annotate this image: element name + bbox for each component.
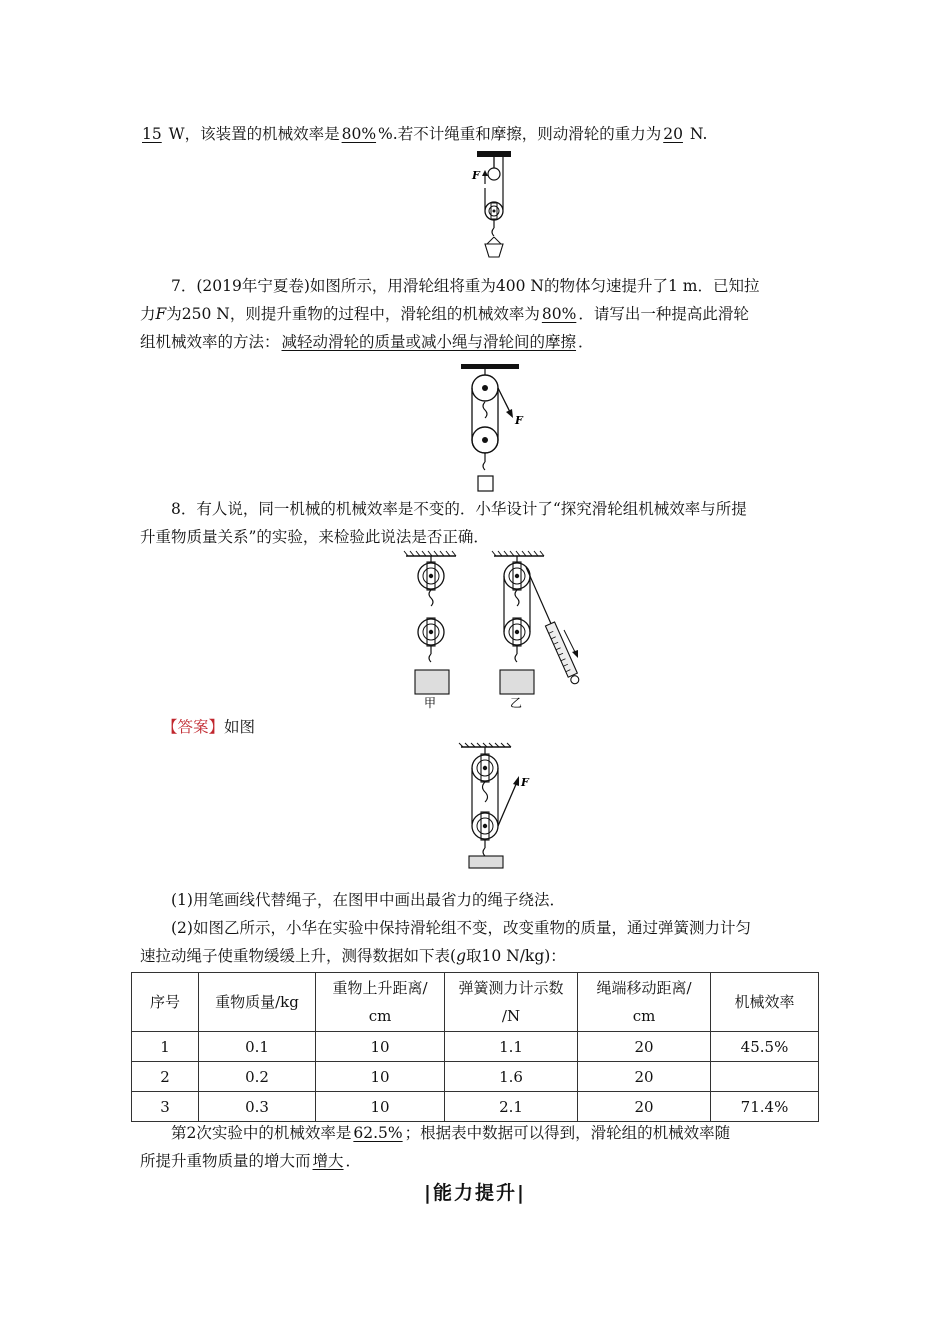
table-cell: 10 xyxy=(316,1062,445,1092)
header-rope-distance: 绳端移动距离/ cm xyxy=(578,973,711,1032)
q7-line2c: ．请写出一种提高此滑轮 xyxy=(578,305,749,323)
header-efficiency: 机械效率 xyxy=(711,973,819,1032)
table-cell: 1.1 xyxy=(445,1032,578,1062)
answer-force-label: F xyxy=(521,776,529,789)
q7-line3a: 组机械效率的方法： xyxy=(140,333,280,351)
table-cell: 1.6 xyxy=(445,1062,578,1092)
table-cell: 20 xyxy=(578,1062,711,1092)
table-cell xyxy=(711,1062,819,1092)
table-row xyxy=(132,1032,819,1062)
q7-line1: 7．(2019年宁夏卷)如图所示，用滑轮组将重为400 N的物体匀速提升了1 m．已知拉 xyxy=(171,277,760,295)
table-cell: 0.3 xyxy=(199,1092,316,1122)
q8-conclusion-line2 xyxy=(140,1150,361,1172)
q8-label-yi: 乙 xyxy=(510,696,523,710)
table-row xyxy=(132,1062,819,1092)
q7-line3b: ． xyxy=(578,333,594,351)
q8-sub2-line2 xyxy=(140,945,566,967)
header-index: 序号 xyxy=(132,973,199,1032)
q7-force-label: F xyxy=(515,414,523,427)
q8-conclusion-line1 xyxy=(171,1122,730,1144)
q8-sub2-line2a: 速拉动绳子使重物缓缓上升，测得数据如下表( xyxy=(140,947,457,965)
q7-line2b: 为250 N，则提升重物的过程中，滑轮组的机械效率为 xyxy=(166,305,540,323)
q7-line2a: 力 xyxy=(140,305,156,323)
table-cell: 0.2 xyxy=(199,1062,316,1092)
q6-power-blank: 15 xyxy=(142,125,162,143)
q6-pulley-figure xyxy=(465,148,525,263)
answer-tag: 【答案】 xyxy=(162,718,225,736)
answer-text: 如图 xyxy=(224,718,256,736)
table-cell: 71.4% xyxy=(711,1092,819,1122)
q8-sub2-line1: (2)如图乙所示，小华在实验中保持滑轮组不变，改变重物的质量，通过弹簧测力计匀 xyxy=(171,919,751,937)
trend-blank: 增大 xyxy=(312,1152,344,1170)
q8-sub2-line2b: 取10 N/kg)： xyxy=(466,947,566,965)
q6-efficiency-blank: 80% xyxy=(341,125,377,143)
efficiency2-blank: 62.5% xyxy=(353,1124,403,1142)
header-rise-distance: 重物上升距离/ cm xyxy=(316,973,445,1032)
q7-force-var: F xyxy=(155,305,167,323)
conclusion-text1: 第2次实验中的机械效率是 xyxy=(171,1124,352,1142)
q7-line2 xyxy=(140,303,749,325)
section-title: |能力提升| xyxy=(424,1182,526,1204)
q8-answer-figure xyxy=(455,742,535,870)
conclusion-text2: ；根据表中数据可以得到，滑轮组的机械效率随 xyxy=(404,1124,731,1142)
q8-g-var: g xyxy=(456,947,466,965)
table-cell: 10 xyxy=(316,1032,445,1062)
q8-line1: 8．有人说，同一机械的机械效率是不变的．小华设计了“探究滑轮组机械效率与所提 xyxy=(171,500,747,518)
table-cell: 0.1 xyxy=(199,1032,316,1062)
table-cell: 20 xyxy=(578,1032,711,1062)
table-header-row xyxy=(132,973,819,1032)
experiment-table xyxy=(131,972,819,1122)
q8-answer-line xyxy=(162,716,255,738)
q8-sub1: (1)用笔画线代替绳子，在图甲中画出最省力的绳子绕法． xyxy=(171,891,565,909)
table-cell: 2 xyxy=(132,1062,199,1092)
table-cell: 10 xyxy=(316,1092,445,1122)
q6-pulley-weight-blank: 20 xyxy=(663,125,683,143)
q8-jia-yi-figure xyxy=(400,550,590,710)
q7-efficiency-blank: 80% xyxy=(541,305,577,323)
q7-method-blank: 减轻动滑轮的质量或减小绳与滑轮间的摩擦 xyxy=(281,333,577,351)
conclusion-text3: 所提升重物质量的增大而 xyxy=(140,1152,311,1170)
table-cell: 45.5% xyxy=(711,1032,819,1062)
q7-pulley-figure xyxy=(455,362,535,496)
q6-text1: W，该装置的机械效率是 xyxy=(163,125,340,143)
header-mass: 重物质量/kg xyxy=(199,973,316,1032)
header-scale-reading: 弹簧测力计示数 /N xyxy=(445,973,578,1032)
q8-line2: 升重物质量关系”的实验，来检验此说法是否正确． xyxy=(140,528,489,546)
table-cell: 20 xyxy=(578,1092,711,1122)
table-cell: 1 xyxy=(132,1032,199,1062)
q8-label-jia: 甲 xyxy=(424,696,437,710)
q6-text3: N. xyxy=(684,125,708,143)
conclusion-text4: ． xyxy=(345,1152,362,1170)
table-cell: 2.1 xyxy=(445,1092,578,1122)
table-cell: 3 xyxy=(132,1092,199,1122)
q6-force-label: F xyxy=(472,169,480,182)
q6-text2: %.若不计绳重和摩擦，则动滑轮的重力为 xyxy=(378,125,662,143)
q7-line3 xyxy=(140,331,594,353)
q6-answer-line xyxy=(140,123,707,145)
table-row xyxy=(132,1092,819,1122)
